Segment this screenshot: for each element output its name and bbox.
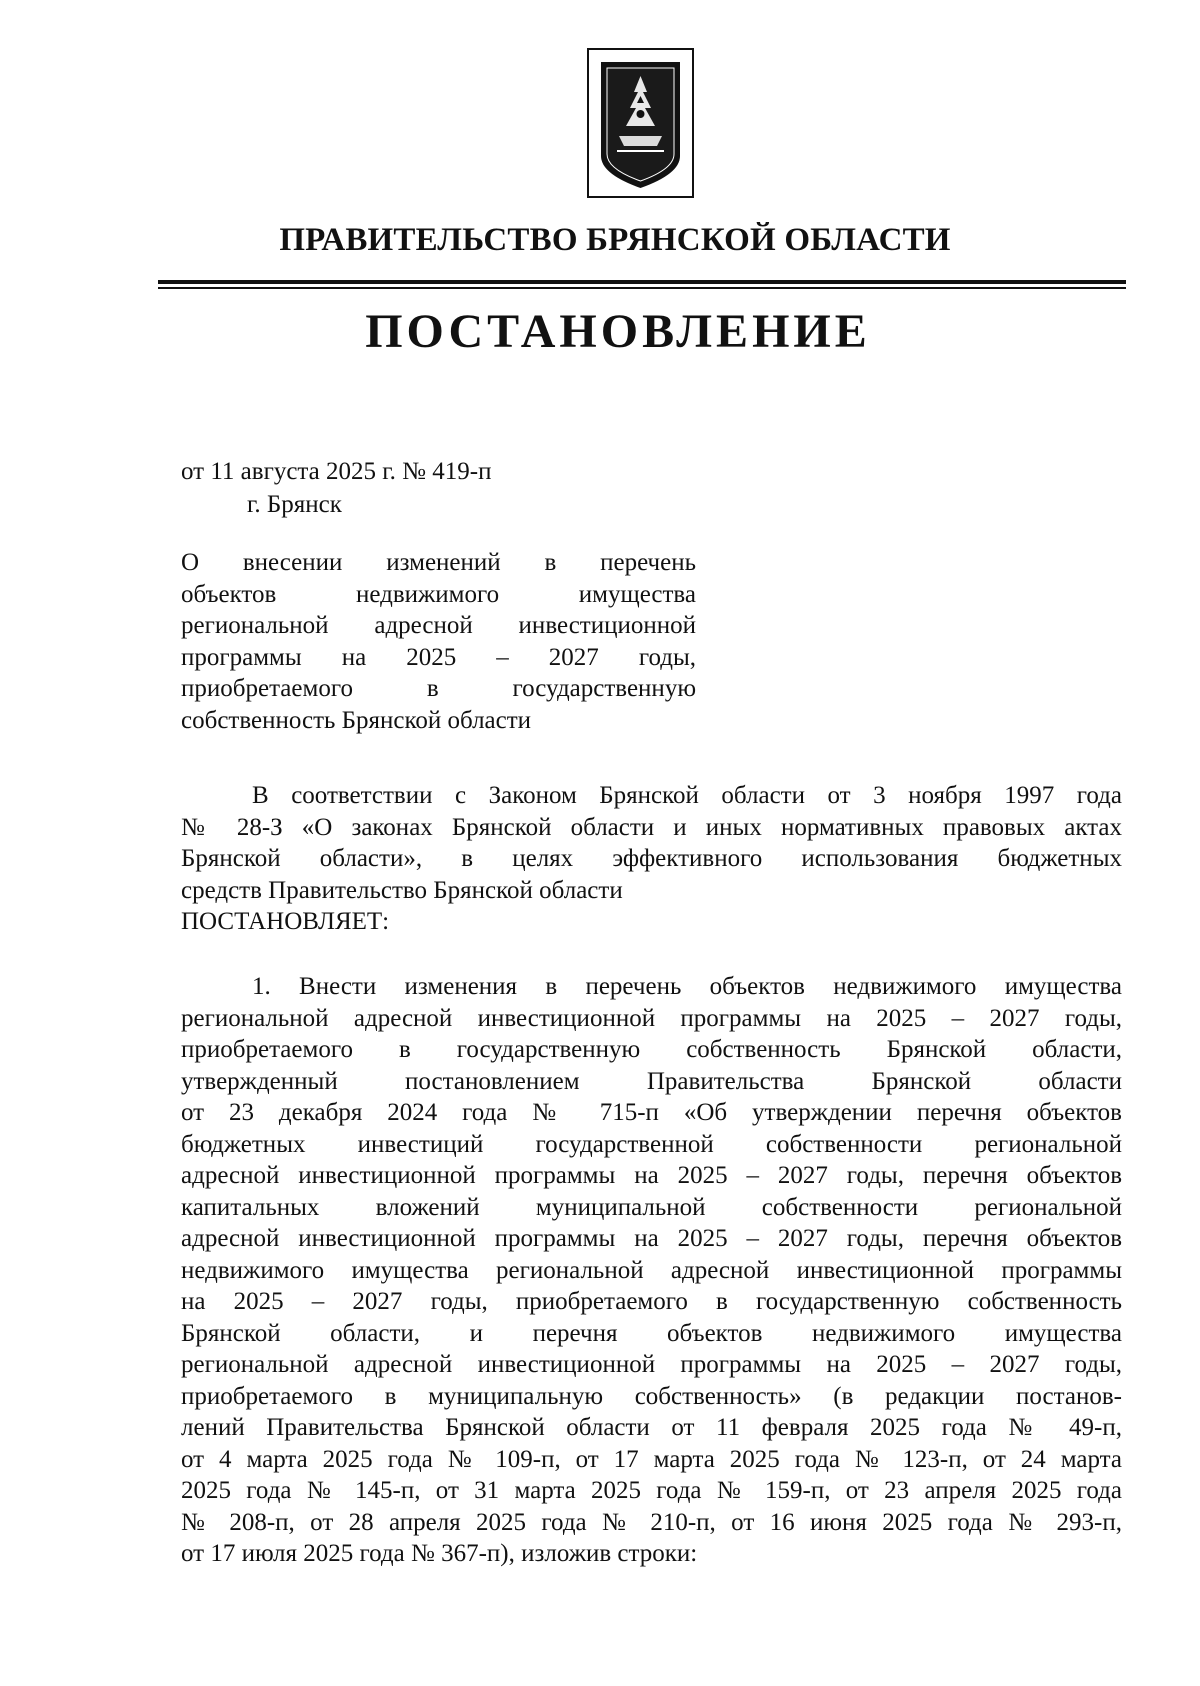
- body-line: приобретаемого в муниципальную собственность» (в редакции постанов-: [181, 1382, 1122, 1410]
- body-line: лений Правительства Брянской области от 11 февраля 2025 года № 49-п,: [181, 1414, 1122, 1441]
- decree-date-number: от 11 августа 2025 г. № 419-п: [181, 458, 492, 485]
- body-line: № 28-З «О законах Брянской области и иных нормативных правовых актах: [181, 813, 1122, 841]
- body-line: региональной адресной инвестиционной программы на 2025 – 2027 годы,: [181, 1004, 1122, 1032]
- item-1-paragraph: [181, 971, 1122, 1570]
- header-divider-thin: [158, 287, 1126, 289]
- body-line: средств Правительство Брянской области: [181, 876, 623, 904]
- body-line: от 23 декабря 2024 года № 715-п «Об утверждении перечня объектов: [181, 1099, 1122, 1126]
- subject-line: программы на 2025 – 2027 годы,: [181, 643, 696, 671]
- subject-line: О внесении изменений в перечень: [181, 549, 696, 576]
- body-line: 2025 года № 145-п, от 31 марта 2025 года № 159-п, от 23 апреля 2025 года: [181, 1477, 1122, 1504]
- body-line: адресной инвестиционной программы на 2025 – 2027 годы, перечня объектов: [181, 1225, 1122, 1252]
- subject-line: объектов недвижимого имущества: [181, 580, 696, 608]
- body-line: капитальных вложений муниципальной собственности региональной: [181, 1193, 1122, 1221]
- header-divider-thick: [158, 280, 1126, 284]
- preamble-paragraph: [181, 780, 1122, 938]
- subject-line: собственность Брянской области: [181, 706, 532, 734]
- body-line: приобретаемого в государственную собственность Брянской области,: [181, 1036, 1122, 1063]
- body-line: Брянской области», в целях эффективного использования бюджетных: [181, 845, 1122, 872]
- body-line: на 2025 – 2027 годы, приобретаемого в государственную собственность: [181, 1288, 1122, 1315]
- organization-title: ПРАВИТЕЛЬСТВО БРЯНСКОЙ ОБЛАСТИ: [279, 222, 951, 258]
- body-line: утвержденный постановлением Правительства Брянской области: [181, 1067, 1122, 1095]
- body-line: региональной адресной инвестиционной программы на 2025 – 2027 годы,: [181, 1351, 1122, 1378]
- body-line: 1. Внести изменения в перечень объектов недвижимого имущества: [252, 973, 1122, 1000]
- body-line: недвижимого имущества региональной адресной инвестиционной программы: [181, 1256, 1122, 1284]
- bryansk-coat-of-arms-icon: [587, 48, 694, 198]
- body-line: Брянской области, и перечня объектов недвижимого имущества: [181, 1319, 1122, 1347]
- decree-subject: [181, 547, 696, 736]
- body-line: бюджетных инвестиций государственной собственности региональной: [181, 1130, 1122, 1158]
- body-line: № 208-п, от 28 апреля 2025 года № 210-п, от 16 июня 2025 года № 293-п,: [181, 1508, 1122, 1536]
- body-line: адресной инвестиционной программы на 2025 – 2027 годы, перечня объектов: [181, 1162, 1122, 1189]
- body-line: от 17 июля 2025 года № 367-п), изложив строки:: [181, 1540, 698, 1567]
- subject-line: приобретаемого в государственную: [181, 675, 696, 702]
- subject-line: региональной адресной инвестиционной: [181, 612, 696, 639]
- body-line: В соответствии с Законом Брянской области от 3 ноября 1997 года: [252, 782, 1122, 809]
- body-line: от 4 марта 2025 года № 109-п, от 17 марта 2025 года № 123-п, от 24 марта: [181, 1445, 1122, 1473]
- decree-resolves-word: ПОСТАНОВЛЯЕТ:: [181, 908, 390, 935]
- decree-city: г. Брянск: [247, 491, 342, 518]
- document-type-title: ПОСТАНОВЛЕНИЕ: [365, 305, 871, 358]
